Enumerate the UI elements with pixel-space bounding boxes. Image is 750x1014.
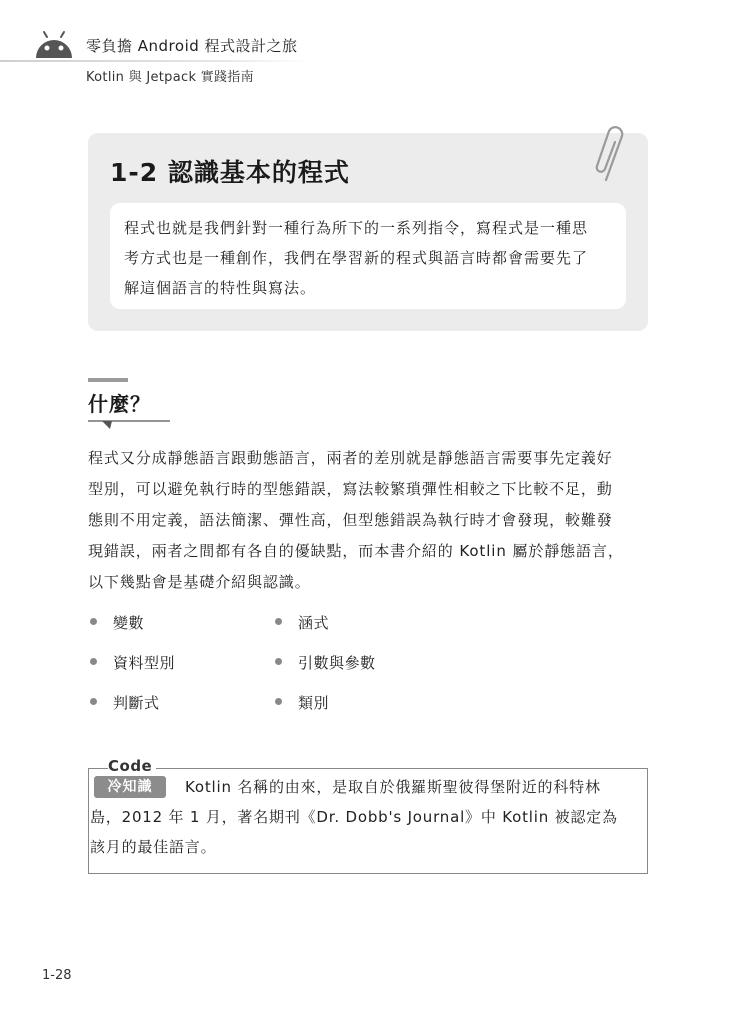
header-divider (0, 60, 310, 62)
intro-line: 考方式也是一種創作，我們在學習新的程式與語言時都會需要先了 (124, 249, 589, 267)
paragraph-line: 現錯誤，兩者之間都有各自的優缺點，而本書介紹的 Kotlin 屬於靜態語言， (88, 542, 624, 560)
bullet-dot-icon (275, 658, 282, 665)
list-item: 資料型別 (90, 652, 175, 673)
note-line: 島，2012 年 1 月，著名期刊《Dr. Dobb's Journal》中 Kotlin 被認定為 (90, 808, 618, 826)
paragraph-line: 型別，可以避免執行時的型態錯誤，寫法較繁瑣彈性相較之下比較不足，動 (88, 480, 613, 498)
paragraph-line: 態則不用定義，語法簡潔、彈性高，但型態錯誤為執行時才會發現，較難發 (88, 511, 613, 529)
section-intro-box (110, 203, 626, 309)
body-paragraph (88, 443, 653, 598)
list-item: 引數與參數 (275, 652, 376, 673)
list-item: 類別 (275, 692, 329, 713)
code-note-text (90, 772, 638, 862)
section-box (88, 133, 648, 331)
intro-line: 程式也就是我們針對一種行為所下的一系列指令，寫程式是一種思 (124, 219, 589, 237)
code-note-label: Code (108, 757, 156, 775)
android-robot-icon (30, 28, 78, 58)
section-title: 1-2 認識基本的程式 (110, 158, 350, 187)
what-heading: 什麼？ (88, 392, 151, 416)
paperclip-icon (594, 122, 634, 186)
note-line: Kotlin 名稱的由來，是取自於俄羅斯聖彼得堡附近的科特林 (185, 778, 601, 796)
page-header (0, 0, 750, 90)
bullet-dot-icon (275, 618, 282, 625)
note-line: 該月的最佳語言。 (90, 838, 217, 856)
page-number: 1-28 (42, 968, 72, 983)
bullet-dot-icon (90, 618, 97, 625)
book-title: 零負擔 Android 程式設計之旅 (86, 37, 298, 55)
bullet-dot-icon (275, 698, 282, 705)
heading-accent-bar (88, 378, 128, 382)
heading-underline (88, 420, 170, 430)
intro-line: 解這個語言的特性與寫法。 (124, 279, 317, 297)
list-item: 變數 (90, 612, 144, 633)
paragraph-line: 程式又分成靜態語言跟動態語言，兩者的差別就是靜態語言需要事先定義好 (88, 449, 613, 467)
bullet-dot-icon (90, 658, 97, 665)
code-note-tab: 冷知識 (94, 776, 166, 798)
section-intro-text (124, 213, 614, 303)
list-item: 涵式 (275, 612, 329, 633)
list-item: 判斷式 (90, 692, 160, 713)
paragraph-line: 以下幾點會是基礎介紹與認識。 (88, 573, 311, 591)
book-subtitle: Kotlin 與 Jetpack 實踐指南 (86, 70, 254, 85)
bullet-dot-icon (90, 698, 97, 705)
